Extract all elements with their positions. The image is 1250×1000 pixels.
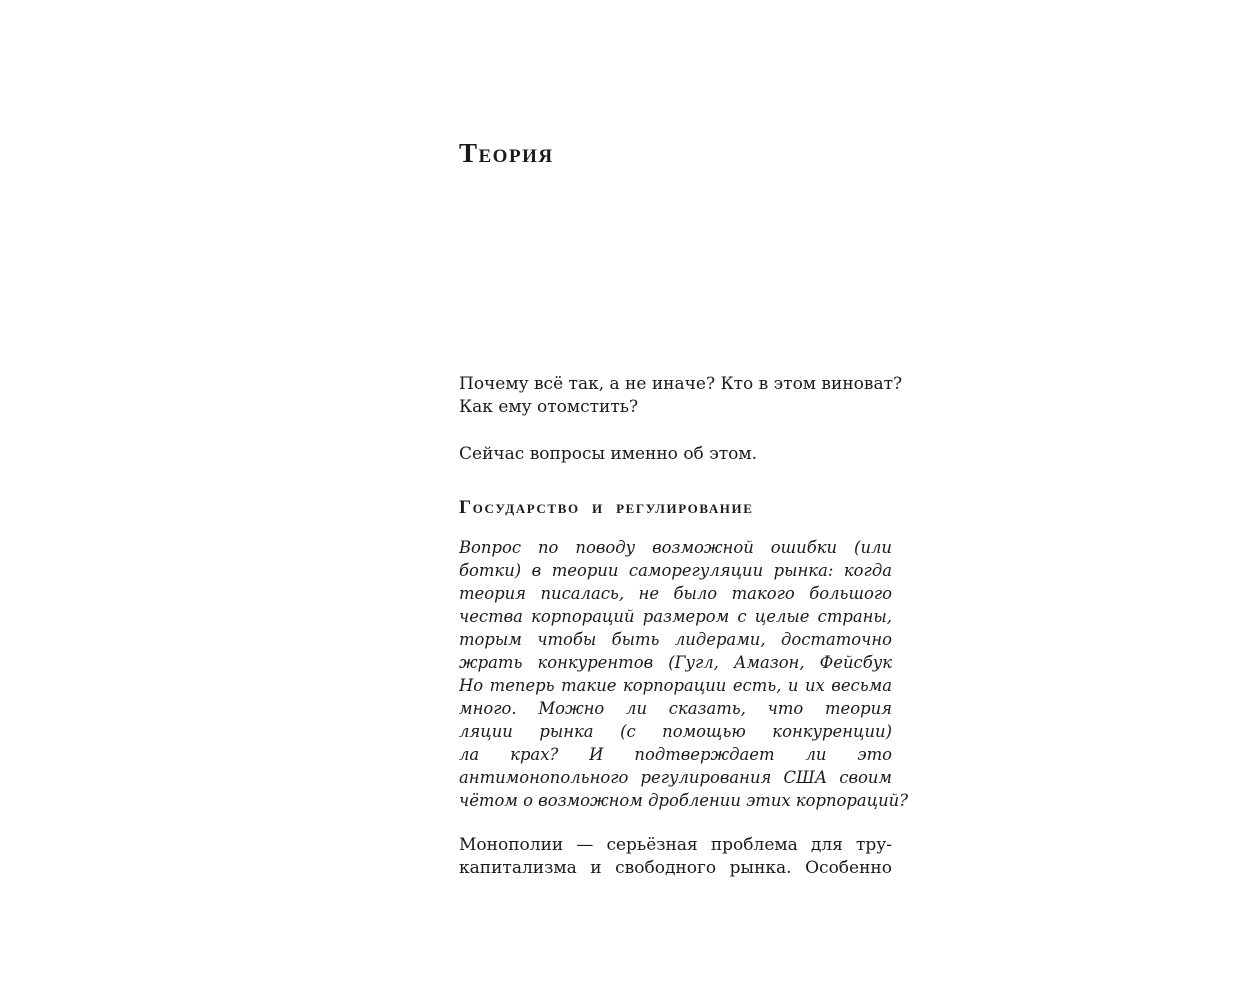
answer-line: капитализма и свободного рынка. Особенно [459,858,892,878]
question-line: теория писалась, не было такого большого [459,584,892,603]
intro-line: Почему всё так, а не иначе? Кто в этом виноват? [459,374,903,394]
question-line: ла крах? И подтверждает ли это [459,745,892,764]
question-line: антимонопольного регулирования США своим [459,768,892,787]
question-line: жрать конкурентов (Гугл, Амазон, Фейсбук [459,653,892,672]
section-heading: Государство и регулирование [459,497,754,518]
chapter-title: Теория [459,138,554,168]
question-line: ботки) в теории саморегуляции рынка: когда [459,561,892,580]
intro-paragraph [459,373,903,419]
question-line: торым чтобы быть лидерами, достаточно [459,630,892,649]
question-line: много. Можно ли сказать, что теория [459,699,892,718]
intro-line: Как ему отомстить? [459,397,639,417]
answer-line: Монополии — серьёзная проблема для тру- [459,835,892,855]
reader-question [459,536,908,812]
question-line: ляции рынка (с помощью конкуренции) [459,722,892,741]
question-line: чётом о возможном дроблении этих корпораций? [459,791,908,810]
intro-line: Сейчас вопросы именно об этом. [459,444,757,464]
answer-paragraph [459,834,892,880]
intro-paragraph-2 [459,443,892,466]
question-line: Но теперь такие корпорации есть, и их весьма [459,676,892,695]
question-line: Вопрос по поводу возможной ошибки (или [459,538,892,557]
question-line: чества корпораций размером с целые страны, [459,607,892,626]
